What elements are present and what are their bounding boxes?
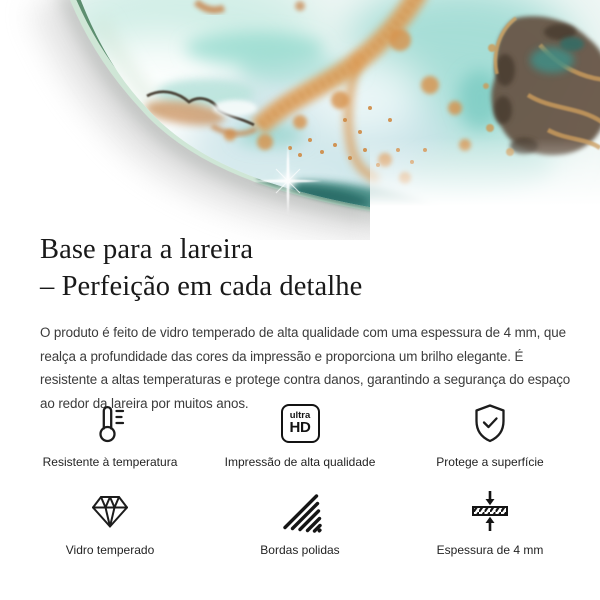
feature-label: Impressão de alta qualidade	[224, 455, 376, 469]
hatched-edge-icon	[278, 487, 322, 535]
feature-thickness	[395, 487, 585, 557]
diamond-icon	[87, 487, 133, 535]
feature-label: Resistente à temperatura	[42, 455, 178, 469]
product-description: O produto é feito de vidro temperado de alta qualidade com uma espessura de 4 mm, que realça a profundidade das cores da impressão e proporciona um brilho elegante. É resistente a altas temperaturas e protege contra danos, garantindo a segurança do espaço ao redor da lareira por muitos anos.	[40, 325, 571, 411]
feature-surface-protection	[395, 399, 585, 469]
shield-check-icon	[468, 399, 512, 447]
thermometer-icon	[88, 399, 132, 447]
feature-print-quality	[205, 399, 395, 469]
feature-label: Vidro temperado	[65, 543, 155, 557]
page-title-line1: Base para a lareira	[40, 234, 254, 265]
feature-temperature	[15, 399, 205, 469]
ultra-hd-badge-bottom: HD	[289, 419, 311, 436]
product-photo	[0, 0, 600, 240]
feature-label: Bordas polidas	[260, 543, 340, 557]
features-grid	[15, 399, 585, 557]
feature-label: Protege a superfície	[436, 455, 544, 469]
photo-fade	[370, 118, 600, 240]
feature-label: Espessura de 4 mm	[436, 543, 544, 557]
feature-polished-edges	[205, 487, 395, 557]
page-title-line2: – Perfeição em cada detalhe	[40, 271, 363, 302]
feature-tempered-glass	[15, 487, 205, 557]
ultra-hd-badge-top: ultra	[289, 410, 311, 421]
glass-art	[0, 0, 600, 240]
thickness-icon	[468, 487, 512, 535]
page-title	[40, 231, 580, 305]
ultra-hd-icon	[281, 399, 320, 447]
